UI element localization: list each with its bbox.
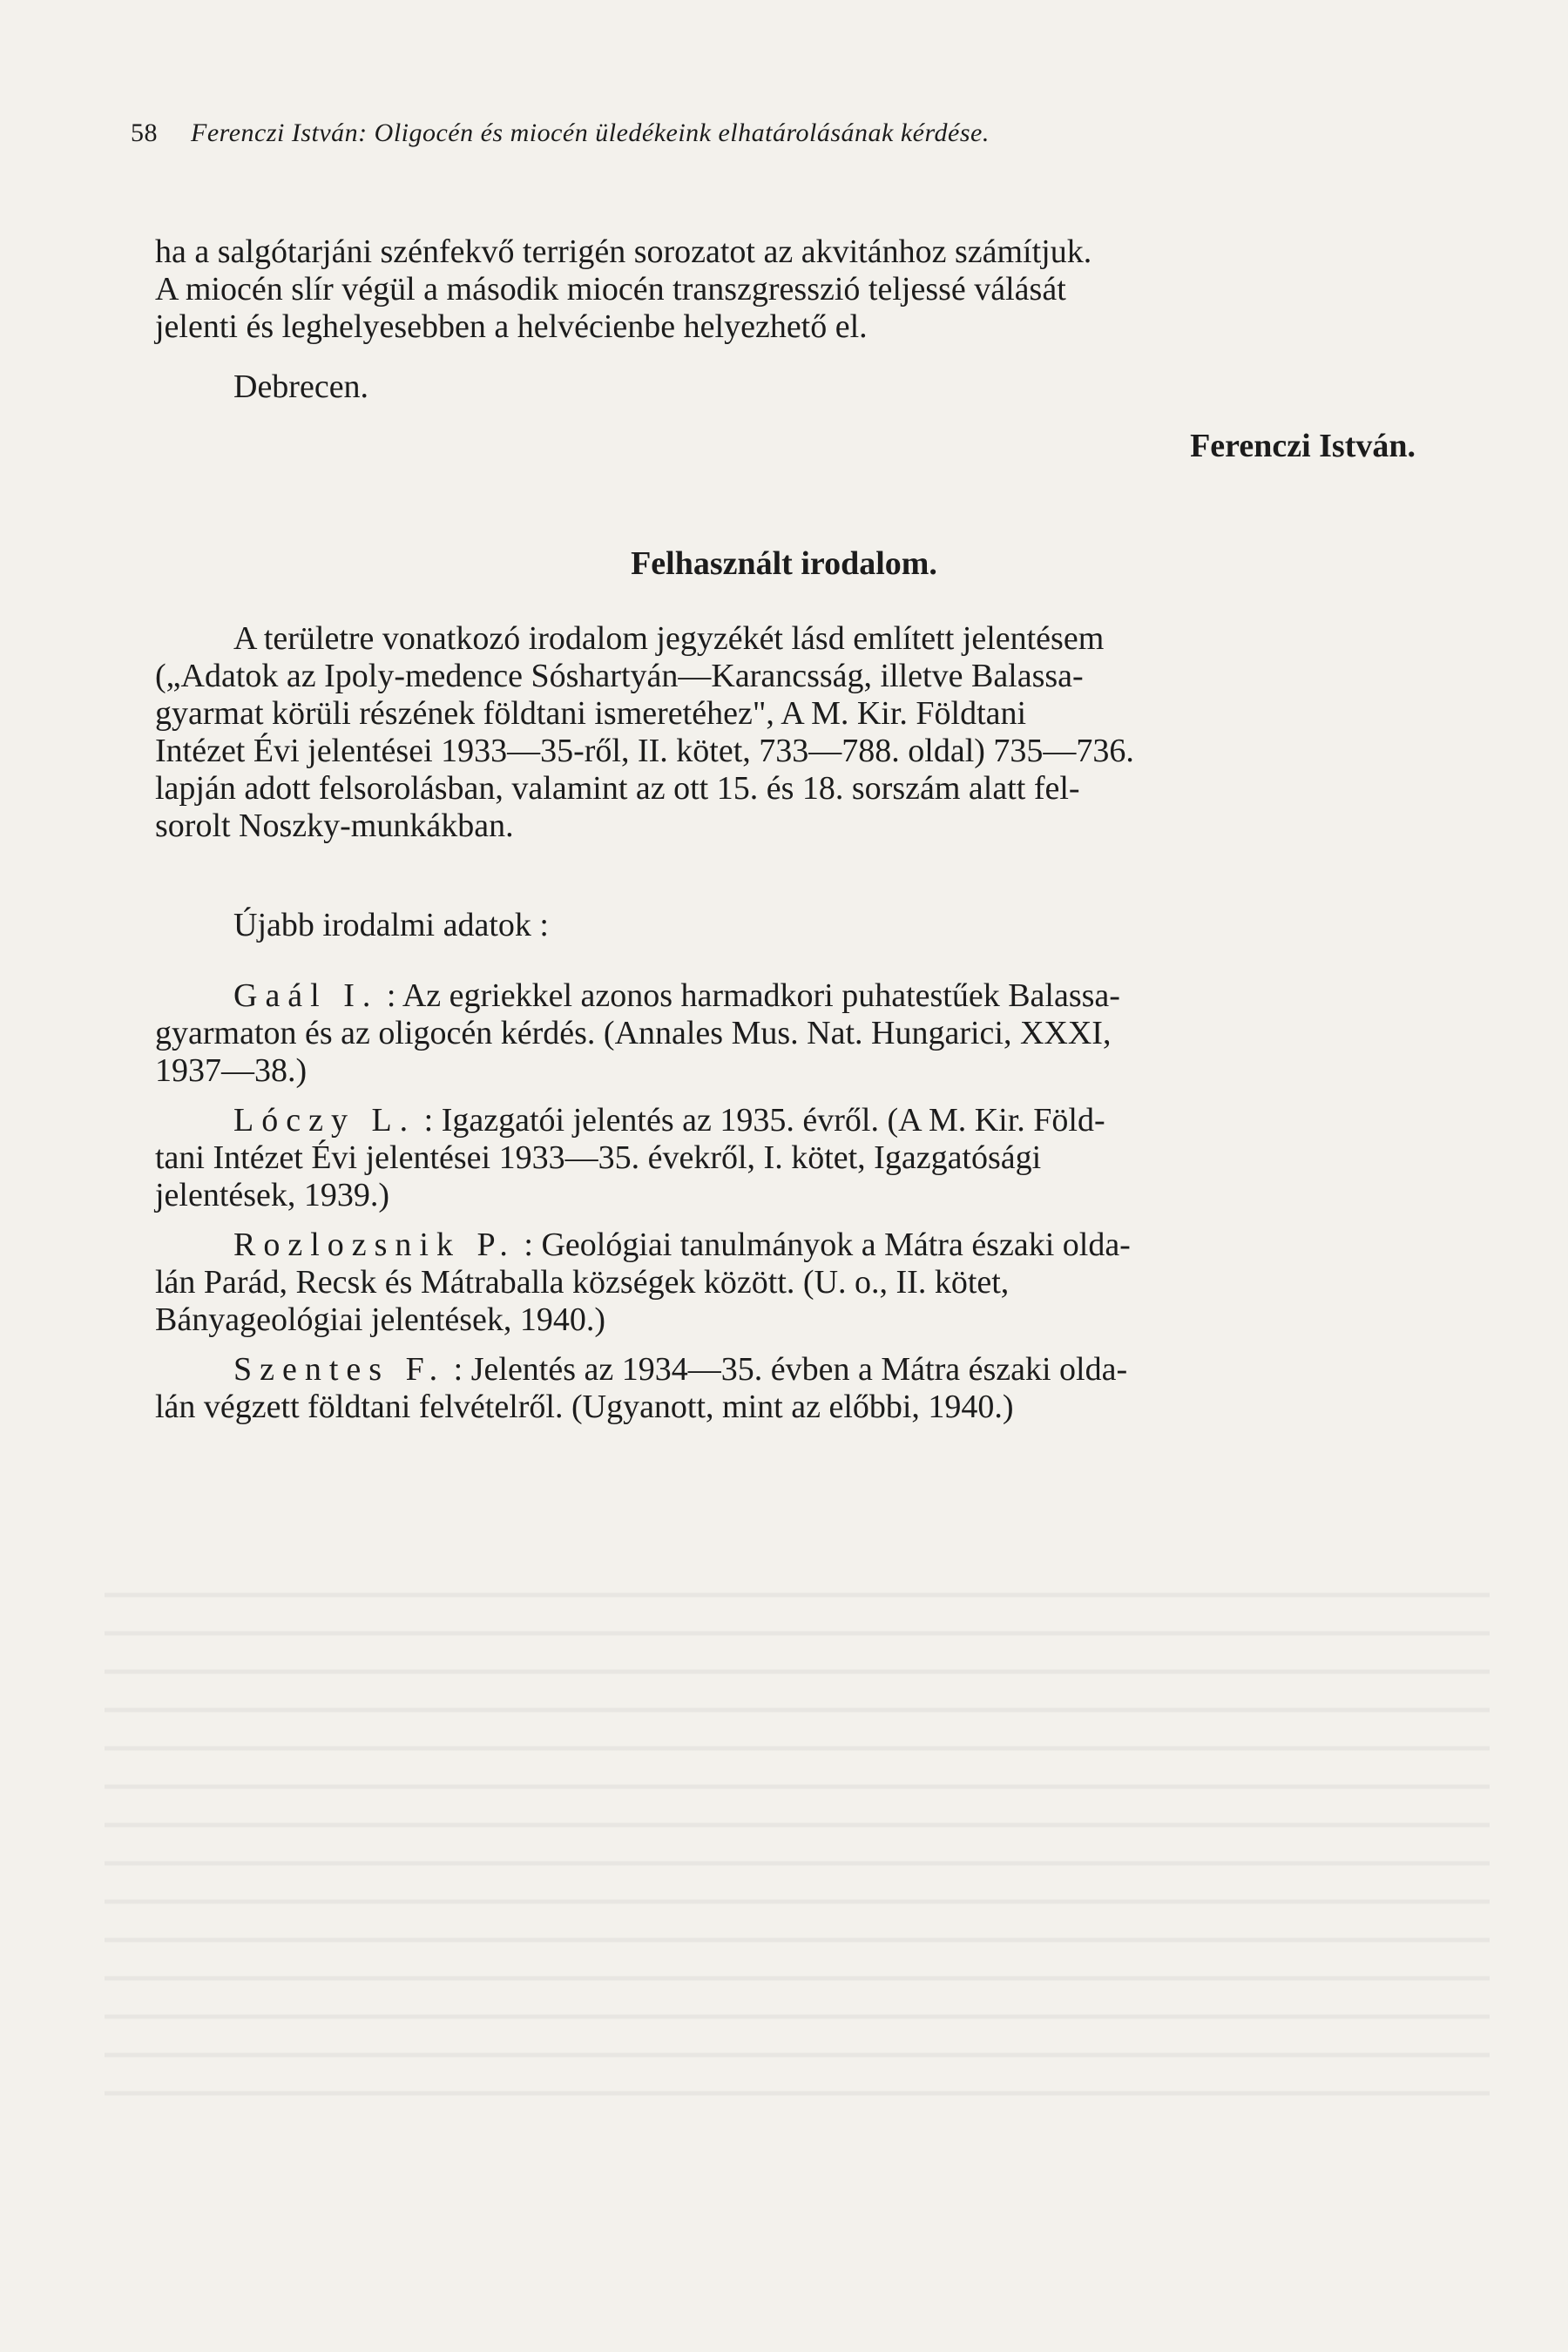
running-title: Ferenczi István: Oligocén és miocén üledékeink elhatárolásának kérdése. <box>191 118 990 147</box>
reference-author: Lóczy L. <box>233 1102 416 1139</box>
text-line: Intézet Évi jelentései 1933—35-ről, II. kötet, 733—788. oldal) 735—736. <box>155 733 1134 769</box>
reference-text: jelentések, 1939.) <box>155 1177 390 1213</box>
text-line: jelenti és leghelyesebben a helvécienbe helyezhető el. <box>155 308 868 345</box>
reference-text: gyarmaton és az oligocén kérdés. (Annales Mus. Nat. Hungarici, XXXI, <box>155 1015 1112 1051</box>
text-line: gyarmat körüli részének földtani ismeretéhez", A M. Kir. Földtani <box>155 695 1027 732</box>
reference-author: Szentes F. <box>233 1351 446 1388</box>
intro-paragraph <box>155 233 1411 346</box>
text-line: lapján adott felsorolásban, valamint az ott 15. és 18. sorszám alatt fel- <box>155 770 1080 807</box>
text-line: („Adatok az Ipoly-medence Sóshartyán—Karancsság, illetve Balassa- <box>155 658 1084 694</box>
signoff-place: Debrecen. <box>233 368 369 405</box>
reference-author: Gaál I. <box>233 977 379 1014</box>
reference-text: : Jelentés az 1934—35. évben a Mátra északi olda- <box>453 1351 1128 1388</box>
reference-item <box>155 1102 1411 1214</box>
page-number: 58 <box>131 118 158 147</box>
text-line: ha a salgótarjáni szénfekvő terrigén sorozatot az akvitánhoz számítjuk. <box>155 233 1092 270</box>
text-line: A miocén slír végül a második miocén transzgresszió teljessé válását <box>155 271 1066 308</box>
literature-paragraph <box>155 620 1411 845</box>
reference-text: : Geológiai tanulmányok a Mátra északi olda- <box>524 1227 1131 1263</box>
reference-list <box>155 977 1411 1438</box>
reference-item <box>155 1227 1411 1339</box>
show-through-texture <box>105 1559 1490 2099</box>
running-header <box>131 118 1394 148</box>
reference-text: 1937—38.) <box>155 1052 308 1089</box>
reference-item <box>155 977 1411 1090</box>
text-line: sorolt Noszky-munkákban. <box>155 808 514 844</box>
text-line: A területre vonatkozó irodalom jegyzékét lásd említett jelentésem <box>233 620 1105 657</box>
newer-literature-heading: Újabb irodalmi adatok : <box>233 907 549 943</box>
reference-item <box>155 1351 1411 1426</box>
reference-text: : Az egriekkel azonos harmadkori puhatestűek Balassa- <box>386 977 1120 1014</box>
reference-text: Bányageológiai jelentések, 1940.) <box>155 1301 606 1338</box>
reference-text: lán Parád, Recsk és Mátraballa községek között. (U. o., II. kötet, <box>155 1264 1010 1301</box>
reference-text: tani Intézet Évi jelentései 1933—35. évekről, I. kötet, Igazgatósági <box>155 1139 1042 1176</box>
reference-text: lán végzett földtani felvételről. (Ugyanott, mint az előbbi, 1940.) <box>155 1389 1014 1425</box>
reference-text: : Igazgatói jelentés az 1935. évről. (A M. Kir. Föld- <box>423 1102 1105 1139</box>
section-title: Felhasznált irodalom. <box>631 545 937 582</box>
signoff-author: Ferenczi István. <box>1190 428 1416 464</box>
reference-author: Rozlozsnik P. <box>233 1227 516 1263</box>
